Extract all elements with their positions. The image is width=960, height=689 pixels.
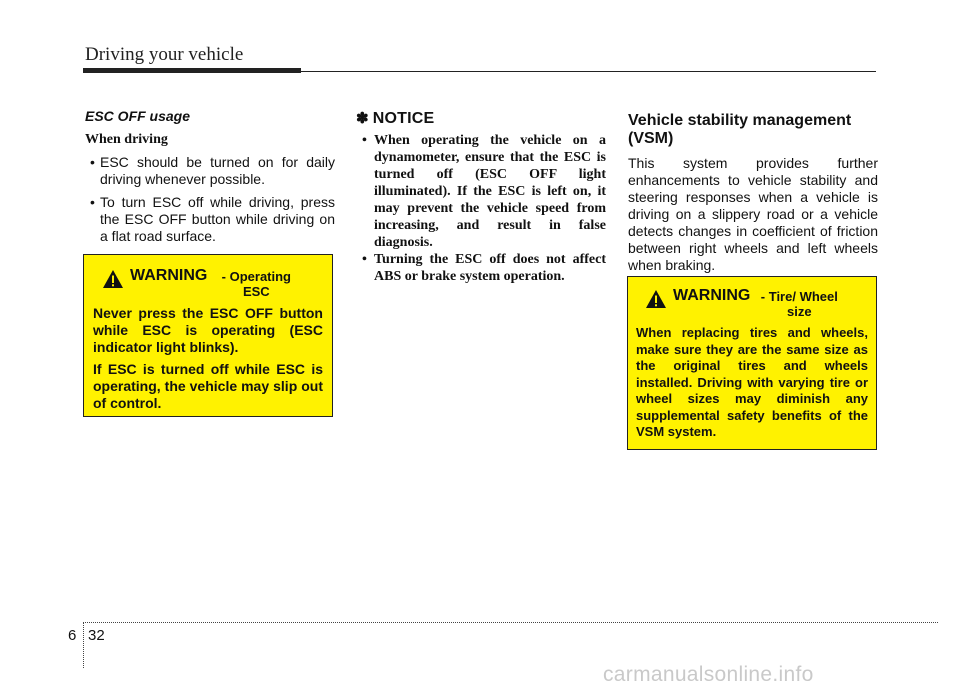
notice-label: NOTICE [372,110,435,127]
warning-box-tire-wheel-size [627,276,877,450]
warning-header [93,267,323,299]
warning-subject: - Operating ESC [221,269,291,299]
chapter-number: 6 [68,627,77,644]
notice-list [356,132,606,285]
header-title: Driving your vehicle [85,44,244,65]
warning-triangle-icon [102,269,124,289]
header-rule [301,71,876,72]
warning-box-operating-esc [83,254,333,417]
list-item: • ESC should be turned on for daily driving whenever possible. [85,154,335,188]
footer-divider [83,623,84,668]
sub-heading: When driving [85,132,168,147]
list-item: • To turn ESC off while driving, press the ESC OFF button while driving on a flat road surface. [85,194,335,245]
vsm-paragraph: This system provides further enhancements to vehicle stability and steering responses when a vehicle is driving on a slippery road or a vehicle detects changes in coefficient of friction between right wheels and left wheels when braking. [628,155,878,273]
column-notice [356,109,606,285]
warning-label: WARNING [673,287,751,304]
warning-paragraph: When replacing tires and wheels, make sure they are the same size as the original tires and wheels installed. Driving with varying tire or wheel sizes may diminish any supplemental safety benefits of the VSM system. [636,325,868,439]
column-vsm [628,109,878,274]
warning-label: WARNING [130,267,208,284]
page-number: 32 [88,627,105,644]
section-title: ESC OFF usage [85,108,191,124]
bullet-list [85,154,335,245]
list-item: • When operating the vehicle on a dynamometer, ensure that the ESC is turned off (ESC OFF light illuminated). If the ESC is left on, it may prevent the vehicle speed from increasing, and result in false diagnosis. [356,132,606,251]
warning-paragraph: If ESC is turned off while ESC is operating, the vehicle may slip out of control. [93,361,323,411]
watermark: carmanualsonline.info [603,663,814,686]
footer-rule [83,622,938,623]
notice-title [356,109,606,128]
warning-triangle-icon [645,289,667,309]
warning-subject: - Tire/ Wheel size [760,289,838,319]
warning-paragraph: Never press the ESC OFF button while ESC is operating (ESC indicator light blinks). [93,305,323,355]
vsm-title: Vehicle stability management (VSM) [628,112,852,147]
notice-symbol-icon: ✽ [356,110,369,127]
column-esc-off-usage [85,108,335,251]
warning-header [636,287,868,319]
header-bar [83,68,301,73]
list-item: • Turning the ESC off does not affect ABS or brake system operation. [356,251,606,285]
